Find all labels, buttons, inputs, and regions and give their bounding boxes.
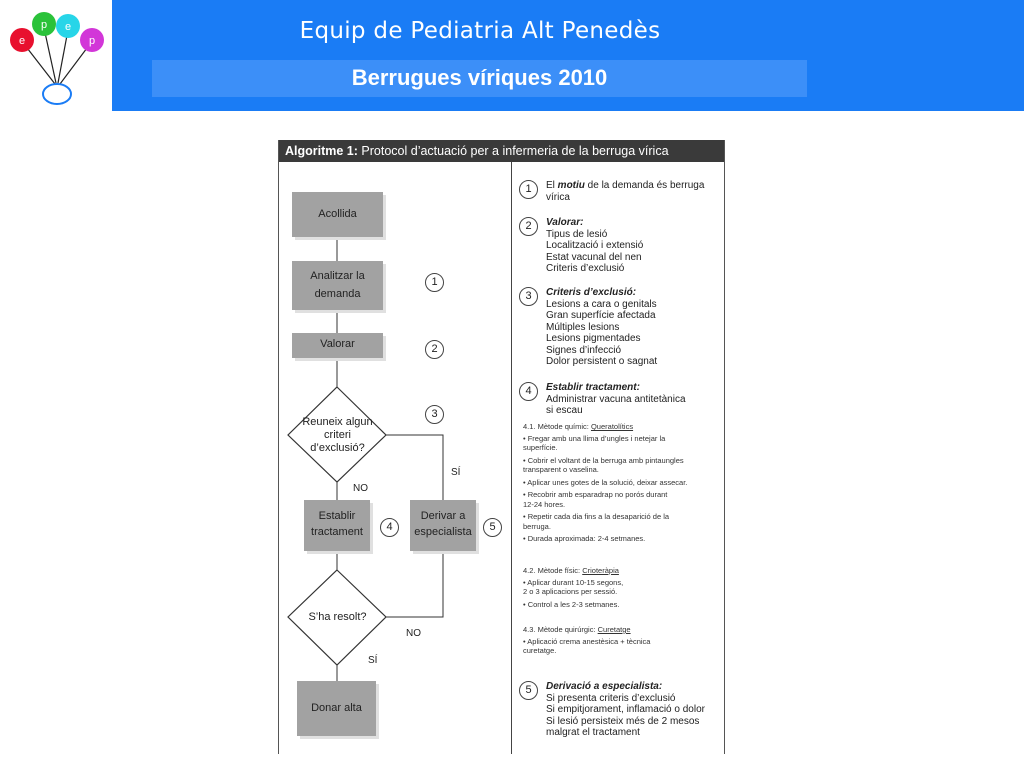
decision2-label: S’ha resolt? (308, 611, 367, 623)
note-line: Administrar vacuna antitetànica (546, 393, 686, 405)
note-number: 4 (519, 382, 538, 401)
method-item: berruga. (523, 521, 551, 531)
note-line: vírica (546, 191, 570, 203)
note-line: Múltiples lesions (546, 321, 620, 333)
note-number: 5 (519, 681, 538, 700)
derivar-label-2: especialista (414, 526, 472, 538)
acollida-label: Acollida (318, 208, 357, 220)
method-quirurgic (523, 625, 723, 656)
decision1-line-3: d’exclusió? (310, 442, 365, 454)
method-item: • Durada aproximada: 2-4 setmanes. (523, 534, 646, 543)
note-line: Lesions a cara o genitals (546, 298, 657, 310)
note-line: Si presenta criteris d’exclusió (546, 692, 676, 704)
method-title: 4.3. Mètode quirúrgic: (523, 625, 596, 634)
note-line: si escau (546, 405, 583, 416)
logo-letter: p (40, 19, 48, 31)
method-fisic (523, 566, 723, 609)
method-link: Queratolítics (590, 422, 634, 431)
emphasis: motiu (557, 180, 585, 191)
yes-label: SÍ (368, 655, 378, 666)
method-item: • Fregar amb una llima d’ungles i netejar la (523, 433, 666, 443)
note-text (546, 287, 725, 368)
derivar-label-1: Derivar a (420, 510, 466, 522)
logo-letter: e (18, 35, 26, 47)
note-text (546, 382, 725, 417)
note-text (546, 180, 725, 203)
step-number: 2 (425, 340, 444, 359)
method-item: • Aplicació crema anestèsica + tècnica (523, 636, 651, 646)
connector (386, 435, 443, 500)
method-link: Curetatge (597, 625, 631, 634)
note-heading: Valorar: (546, 217, 584, 228)
note-line: Gran superfície afectada (546, 310, 656, 321)
note-line: El motiu de la demanda és berruga (546, 180, 705, 191)
method-item: curetatge. (523, 646, 557, 655)
yes-label: SÍ (451, 467, 461, 478)
step-number: 3 (425, 405, 444, 424)
connector (386, 551, 443, 617)
note-heading: Criteris d’exclusió: (546, 287, 637, 298)
note-line: malgrat el tractament (546, 727, 640, 738)
note-line: Estat vacunal del nen (546, 251, 642, 263)
logo-letter: e (64, 21, 72, 33)
note-line: Signes d’infecció (546, 344, 622, 356)
note-heading: Derivació a especialista: (546, 681, 663, 692)
establir-label-2: tractament (311, 526, 363, 538)
note-text (546, 217, 725, 275)
note-line: Criteris d’exclusió (546, 263, 625, 274)
note-line: Dolor persistent o sagnat (546, 356, 658, 367)
method-item: 12-24 hores. (523, 499, 566, 509)
method-item: superfície. (523, 443, 558, 452)
method-item: • Recobrir amb esparadrap no porós durant (523, 490, 668, 499)
note-line: Si empitjorament, inflamació o dolor (546, 704, 705, 715)
method-title: 4.2. Mètode físic: (523, 566, 581, 575)
method-item: • Cobrir el voltant de la berruga amb pintaungles (523, 455, 684, 465)
note-number: 3 (519, 287, 538, 306)
analitzar-label-2: demanda (314, 288, 361, 300)
column-divider (511, 162, 512, 754)
method-item: • Repetir cada dia fins a la desaparició de la (523, 512, 670, 521)
note-number: 1 (519, 180, 538, 199)
decision1-line-1: Reuneix algun (302, 416, 373, 428)
balloons-logo-icon (0, 0, 112, 111)
subtitle-bar (152, 60, 807, 97)
method-item: • Control a les 2-3 setmanes. (523, 599, 620, 609)
donar-alta-label: Donar alta (311, 702, 362, 714)
method-item: • Aplicar durant 10-15 segons, (523, 577, 624, 587)
note-line: Tipus de lesió (546, 228, 608, 240)
logo-letter: p (88, 35, 96, 47)
note-line: Localització i extensió (546, 240, 644, 251)
step-number: 1 (425, 273, 444, 292)
algorithm-figure (278, 140, 725, 754)
method-title: 4.1. Mètode químic: (523, 422, 589, 431)
valorar-label: Valorar (320, 338, 355, 350)
establir-label-1: Establir (318, 510, 356, 522)
note-text (546, 681, 725, 739)
algorithm-title: Protocol d’actuació per a infermeria de la berruga vírica (361, 144, 669, 158)
no-label: NO (406, 628, 421, 639)
method-item: • Aplicar unes gotes de la solució, deixar assecar. (523, 477, 688, 487)
method-quimic (523, 422, 723, 544)
decision1-line-2: criteri (324, 429, 351, 441)
no-label: NO (353, 483, 368, 494)
page-subtitle: Berrugues víriques 2010 (351, 65, 608, 90)
step-number: 5 (483, 518, 502, 537)
method-item: transparent o vaselina. (523, 465, 599, 474)
note-heading: Establir tractament: (546, 382, 640, 393)
method-link: Crioteràpia (582, 566, 619, 575)
page-title: Equip de Pediatria Alt Penedès (299, 18, 661, 44)
note-number: 2 (519, 217, 538, 236)
logo (0, 0, 112, 111)
note-line: Lesions pigmentades (546, 333, 641, 344)
header-banner (0, 0, 1024, 111)
note-line: Si lesió persisteix més de 2 mesos (546, 715, 700, 727)
analitzar-label-1: Analitzar la (310, 270, 365, 282)
step-number: 4 (380, 518, 399, 537)
algorithm-label: Algoritme 1: (285, 144, 358, 158)
method-item: 2 o 3 aplicacions per sessió. (523, 587, 618, 596)
